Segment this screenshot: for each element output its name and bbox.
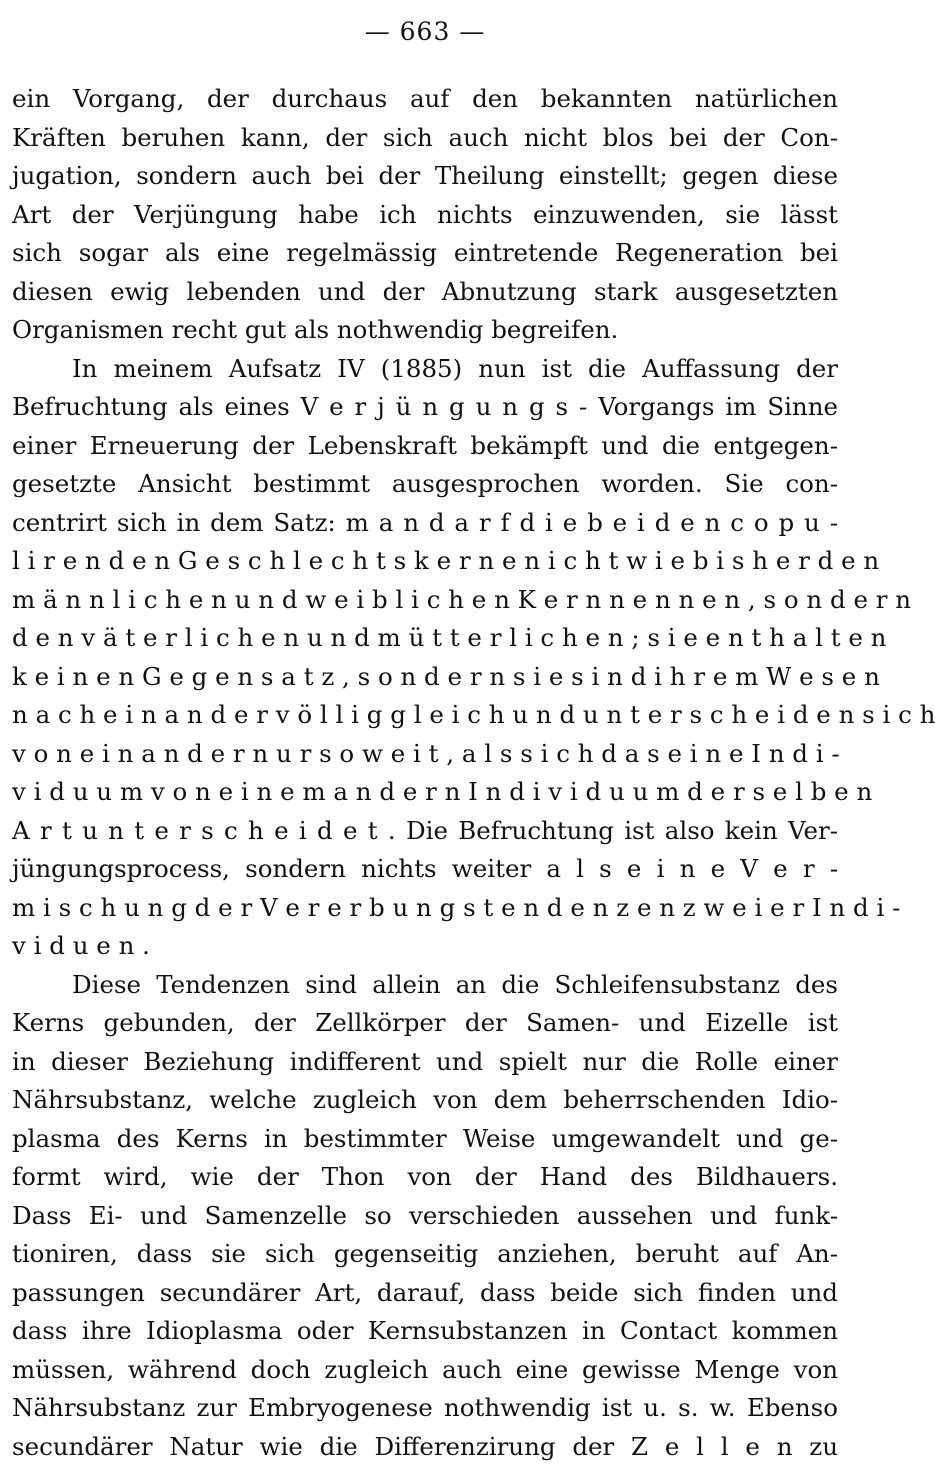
- page-number-header: — 663 —: [364, 17, 486, 46]
- text-line: dass ihre Idioplasma oder Kernsubstanzen in Contact kommen: [12, 1316, 838, 1345]
- text-line: sich sogar als eine regelmässig eintretende Regeneration bei: [12, 238, 838, 267]
- text-line: n a c h e i n a n d e r v ö l l i g g l e i c h u n d u n t e r s c h e i d e n s i c h: [12, 700, 935, 729]
- text-line: Nährsubstanz zur Embryogenese nothwendig ist u. s. w. Ebenso: [12, 1393, 838, 1422]
- text-line: jüngungsprocess, sondern nichts weiter a l s e i n e V e r -: [12, 854, 838, 883]
- text-line: einer Erneuerung der Lebenskraft bekämpft und die entgegen-: [12, 430, 838, 460]
- paragraph-start-line: Diese Tendenzen sind allein an die Schleifensubstanz des: [72, 969, 838, 999]
- text-line: plasma des Kerns in bestimmter Weise umgewandelt und ge-: [12, 1123, 838, 1153]
- text-line: tioniren, dass sie sich gegenseitig anziehen, beruht auf An-: [12, 1239, 838, 1268]
- text-line: jugation, sondern auch bei der Theilung einstellt; gegen diese: [12, 161, 838, 190]
- text-line: m ä n n l i c h e n u n d w e i b l i c h e n K e r n n e n n e n , s o n d e r n: [12, 584, 912, 614]
- text-line: d e n v ä t e r l i c h e n u n d m ü t t e r l i c h e n ; s i e e n t h a l t e n: [12, 623, 887, 652]
- text-line: Dass Ei- und Samenzelle so verschieden aussehen und funk-: [12, 1200, 838, 1230]
- paragraph-start-line: In meinem Aufsatz IV (1885) nun ist die Auffassung der: [72, 353, 838, 383]
- text-line: l i r e n d e n G e s c h l e c h t s k e r n e n i c h t w i e b i s h e r d e n: [12, 546, 880, 575]
- text-line: Befruchtung als eines V e r j ü n g u n g s - Vorgangs im Sinne: [12, 392, 838, 421]
- text-line: m i s c h u n g d e r V e r e r b u n g s t e n d e n z e n z w e i e r I n d i -: [12, 892, 901, 922]
- text-line: müssen, während doch zugleich auch eine gewisse Menge von: [12, 1354, 838, 1384]
- text-line: formt wird, wie der Thon von der Hand des Bildhauers.: [12, 1162, 838, 1191]
- text-line: v i d u u m v o n e i n e m a n d e r n I n d i v i d u u m d e r s e l b e n: [12, 777, 873, 806]
- text-line: Art der Verjüngung habe ich nichts einzuwenden, sie lässt: [12, 199, 838, 229]
- text-line: centrirt sich in dem Satz: m a n d a r f d i e b e i d e n c o p u -: [12, 507, 838, 537]
- text-line: Nährsubstanz, welche zugleich von dem beherrschenden Idio-: [12, 1085, 838, 1114]
- text-line: Kräften beruhen kann, der sich auch nicht blos bei der Con-: [12, 122, 838, 152]
- paragraph-end-line: v i d u e n .: [12, 931, 150, 960]
- text-line: v o n e i n a n d e r n u r s o w e i t , a l s s i c h d a s e i n e I n d i -: [12, 738, 840, 768]
- text-line: k e i n e n G e g e n s a t z , s o n d e r n s i e s i n d i h r e m W e s e n: [12, 661, 880, 691]
- text-line: secundärer Natur wie die Differenzirung der Z e l l e n zu: [12, 1431, 838, 1461]
- body-text: [12, 80, 935, 1466]
- paragraph-end-line: Organismen recht gut als nothwendig begreifen.: [12, 315, 619, 344]
- text-line: in dieser Beziehung indifferent und spielt nur die Rolle einer: [12, 1046, 838, 1076]
- text-line: gesetzte Ansicht bestimmt ausgesprochen worden. Sie con-: [12, 469, 838, 498]
- text-line: A r t u n t e r s c h e i d e t . Die Befruchtung ist also kein Ver-: [12, 815, 838, 845]
- text-line: ein Vorgang, der durchaus auf den bekannten natürlichen: [12, 84, 838, 113]
- text-line: diesen ewig lebenden und der Abnutzung stark ausgesetzten: [12, 276, 838, 306]
- text-line: passungen secundärer Art, darauf, dass beide sich finden und: [12, 1277, 838, 1307]
- text-line: Kerns gebunden, der Zellkörper der Samen- und Eizelle ist: [12, 1008, 838, 1037]
